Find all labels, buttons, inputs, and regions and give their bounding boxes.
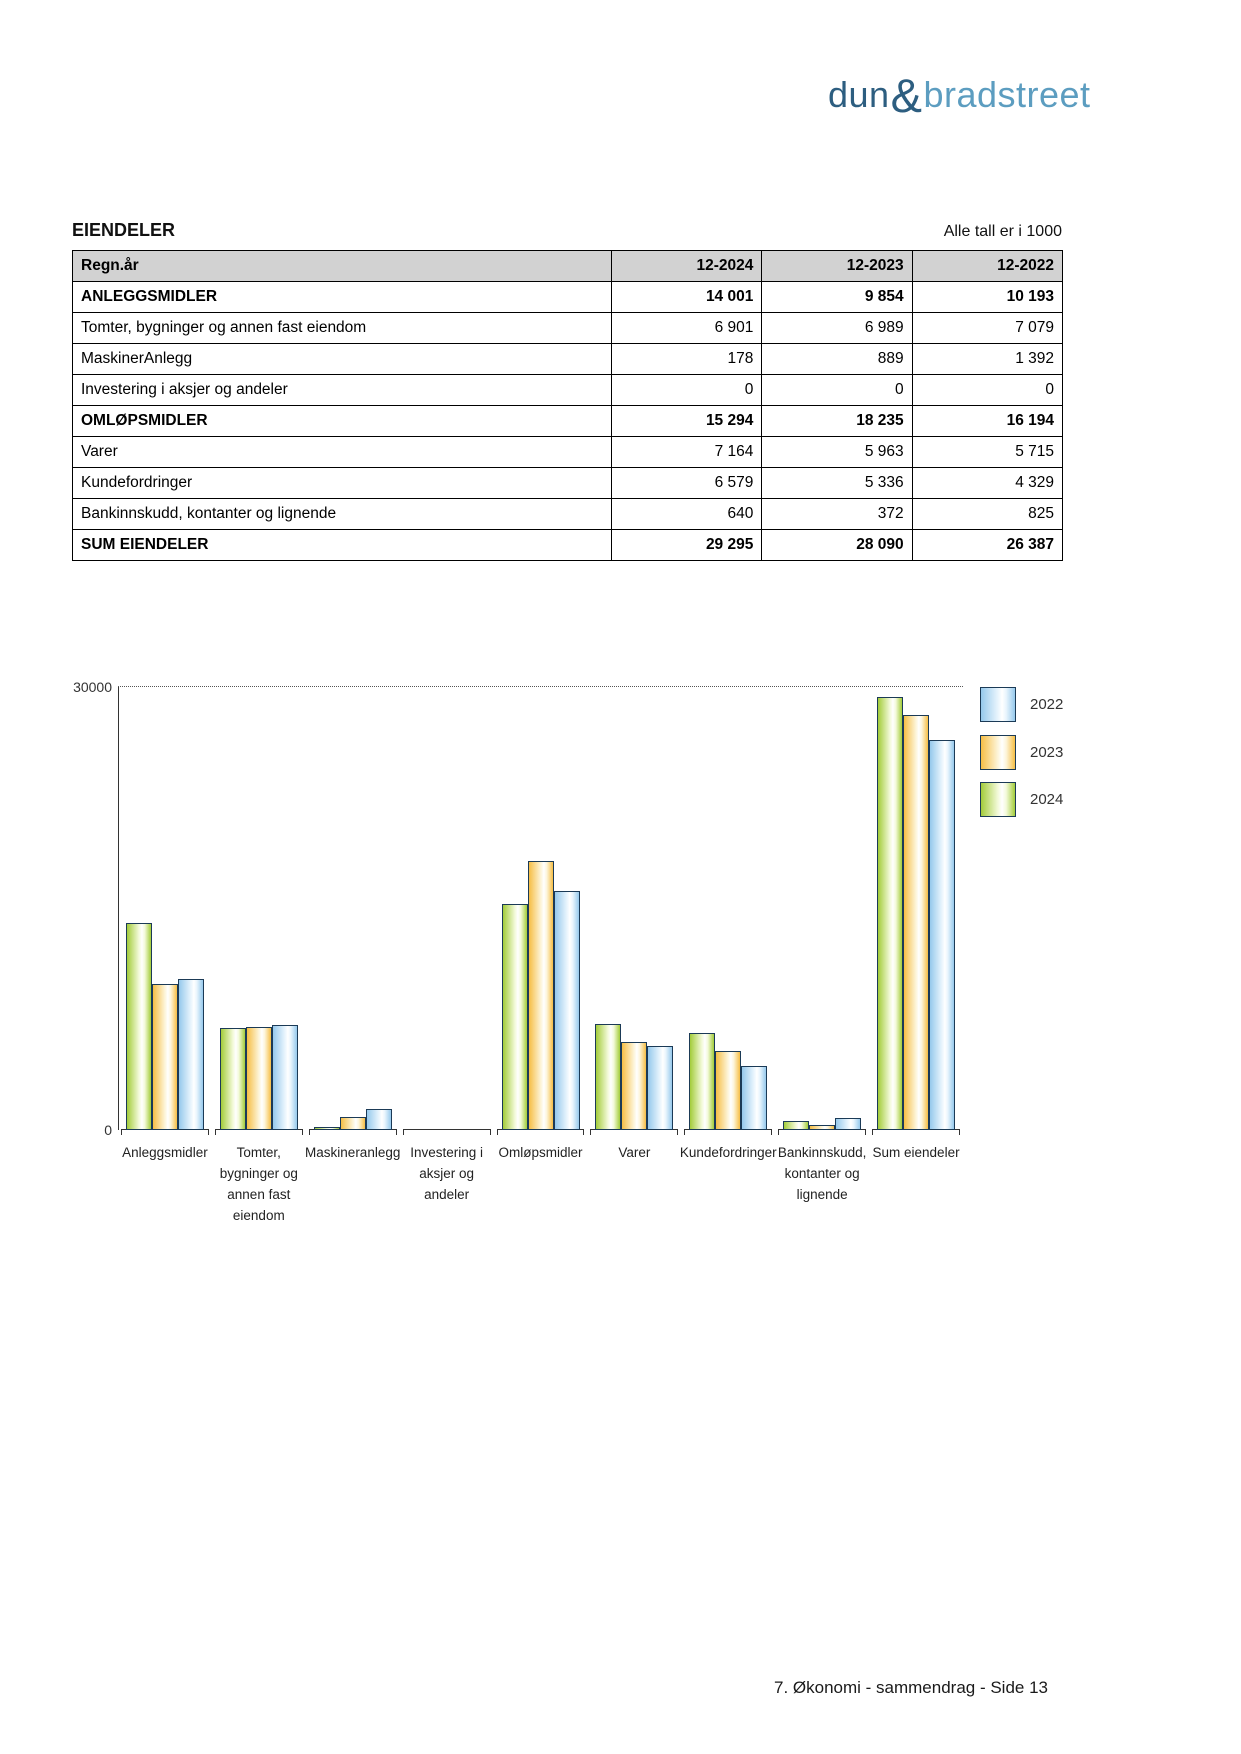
table-row: [73, 282, 1063, 313]
bar-2023: [340, 1117, 366, 1130]
assets-bar-chart: [70, 680, 1190, 1250]
row-label: ANLEGGSMIDLER: [73, 282, 612, 313]
bar-2022: [835, 1118, 861, 1130]
bar-2022: [647, 1046, 673, 1130]
row-label: Varer: [73, 437, 612, 468]
row-value: 16 194: [912, 406, 1062, 437]
section-title: EIENDELER: [72, 220, 176, 240]
x-axis-tick: [959, 1129, 960, 1135]
x-axis-tick: [309, 1129, 310, 1135]
gridline-30000: [118, 686, 963, 687]
x-axis-tick: [302, 1129, 303, 1135]
table-header-cell: 12-2023: [762, 251, 912, 282]
bar-2023: [528, 861, 554, 1130]
row-value: 889: [762, 344, 912, 375]
bar-2023: [903, 715, 929, 1130]
logo-ampersand-icon: &: [890, 69, 923, 122]
table-row: [73, 313, 1063, 344]
table-row: [73, 375, 1063, 406]
x-axis-tick: [497, 1129, 498, 1135]
row-label: Tomter, bygninger og annen fast eiendom: [73, 313, 612, 344]
table-row: [73, 530, 1063, 561]
bar-2024: [220, 1028, 246, 1130]
bar-2024: [783, 1121, 809, 1130]
x-category-label: Sum eiendeler: [872, 1145, 960, 1160]
bar-2022: [929, 740, 955, 1130]
bar-2024: [877, 697, 903, 1130]
bar-2022: [366, 1109, 392, 1130]
bar-2024: [502, 904, 528, 1130]
x-axis-tick: [771, 1129, 772, 1135]
x-category-label: Maskineranlegg: [305, 1145, 401, 1160]
bar-2024: [314, 1127, 340, 1130]
table-row: [73, 406, 1063, 437]
x-axis-tick: [677, 1129, 678, 1135]
row-value: 29 295: [612, 530, 762, 561]
x-axis-tick: [208, 1129, 209, 1135]
section-header: [72, 220, 1062, 241]
legend-label-2023: 2023: [1030, 743, 1064, 761]
dun-bradstreet-logo: [828, 68, 1091, 123]
row-label: MaskinerAnlegg: [73, 344, 612, 375]
row-value: 6 901: [612, 313, 762, 344]
x-axis-tick: [403, 1129, 404, 1135]
row-value: 10 193: [912, 282, 1062, 313]
row-value: 26 387: [912, 530, 1062, 561]
row-value: 15 294: [612, 406, 762, 437]
x-category-label: Varer: [618, 1145, 651, 1160]
table-header-row: [73, 251, 1063, 282]
legend-swatch-2022: [980, 687, 1016, 722]
row-value: 178: [612, 344, 762, 375]
logo-text-dun: dun: [828, 74, 890, 115]
row-value: 6 989: [762, 313, 912, 344]
table-header-cell: Regn.år: [73, 251, 612, 282]
bar-2022: [554, 891, 580, 1130]
row-value: 372: [762, 499, 912, 530]
bar-2022: [178, 979, 204, 1130]
row-value: 5 963: [762, 437, 912, 468]
bar-2022: [741, 1066, 767, 1130]
x-axis-tick: [215, 1129, 216, 1135]
row-value: 9 854: [762, 282, 912, 313]
row-value: 0: [762, 375, 912, 406]
x-axis-segment: [403, 1129, 490, 1130]
bar-2023: [715, 1051, 741, 1130]
row-value: 825: [912, 499, 1062, 530]
logo-text-bradstreet: bradstreet: [923, 74, 1091, 115]
x-axis-tick: [778, 1129, 779, 1135]
table-row: [73, 468, 1063, 499]
bar-2023: [621, 1042, 647, 1130]
row-value: 1 392: [912, 344, 1062, 375]
row-value: 5 715: [912, 437, 1062, 468]
page-footer: 7. Økonomi - sammendrag - Side 13: [773, 1678, 1048, 1697]
table-header-cell: 12-2022: [912, 251, 1062, 282]
table-row: [73, 499, 1063, 530]
row-value: 14 001: [612, 282, 762, 313]
bar-2023: [152, 984, 178, 1130]
x-axis-tick: [684, 1129, 685, 1135]
row-value: 6 579: [612, 468, 762, 499]
x-category-label: Kundefordringer: [679, 1145, 777, 1160]
x-category-label: Tomter, bygninger og annen fast eiendom: [219, 1145, 298, 1223]
x-axis-tick: [121, 1129, 122, 1135]
bar-2024: [595, 1024, 621, 1130]
row-label: OMLØPSMIDLER: [73, 406, 612, 437]
y-axis-line: [118, 687, 119, 1130]
legend-swatch-2023: [980, 735, 1016, 770]
units-note: Alle tall er i 1000: [943, 223, 1062, 240]
x-axis-tick: [872, 1129, 873, 1135]
y-tick-label: 30000: [73, 679, 112, 695]
row-value: 7 079: [912, 313, 1062, 344]
row-value: 7 164: [612, 437, 762, 468]
x-axis-tick: [583, 1129, 584, 1135]
x-axis-tick: [865, 1129, 866, 1135]
y-tick-label: 0: [104, 1122, 112, 1138]
assets-table: [72, 250, 1063, 561]
table-row: [73, 437, 1063, 468]
x-category-label: Bankinnskudd, kontanter og lignende: [777, 1145, 867, 1202]
row-value: 0: [912, 375, 1062, 406]
bar-2022: [272, 1025, 298, 1130]
x-axis-tick: [590, 1129, 591, 1135]
x-category-label: Investering i aksjer og andeler: [410, 1145, 483, 1202]
table-row: [73, 344, 1063, 375]
bar-2023: [809, 1125, 835, 1130]
legend-label-2024: 2024: [1030, 791, 1064, 808]
x-axis-tick: [490, 1129, 491, 1135]
table-header-cell: 12-2024: [612, 251, 762, 282]
bar-2024: [126, 923, 152, 1130]
row-value: 28 090: [762, 530, 912, 561]
row-label: Bankinnskudd, kontanter og lignende: [73, 499, 612, 530]
row-label: Investering i aksjer og andeler: [73, 375, 612, 406]
row-value: 5 336: [762, 468, 912, 499]
x-axis-tick: [396, 1129, 397, 1135]
x-category-label: Omløpsmidler: [498, 1145, 583, 1160]
legend-swatch-2024: [980, 782, 1016, 817]
bar-2023: [246, 1027, 272, 1130]
row-value: 640: [612, 499, 762, 530]
bar-2024: [689, 1033, 715, 1130]
row-value: 4 329: [912, 468, 1062, 499]
row-label: SUM EIENDELER: [73, 530, 612, 561]
row-label: Kundefordringer: [73, 468, 612, 499]
x-category-label: Anleggsmidler: [122, 1145, 208, 1160]
row-value: 18 235: [762, 406, 912, 437]
legend-label-2022: 2022: [1030, 696, 1064, 713]
row-value: 0: [612, 375, 762, 406]
